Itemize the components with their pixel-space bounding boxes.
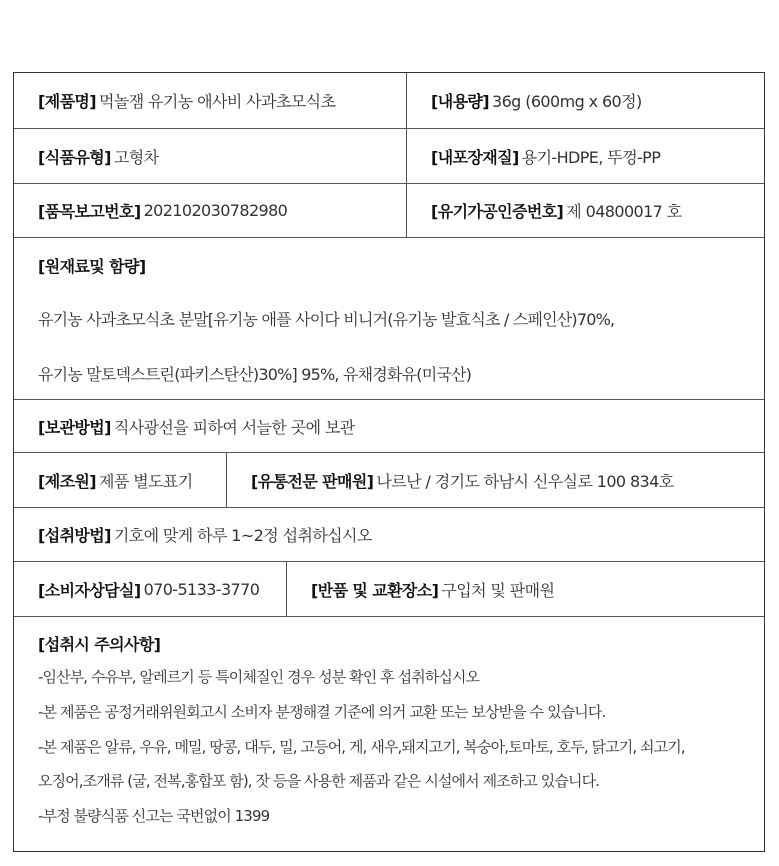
cell-packaging	[406, 129, 766, 183]
ingredients-line: 유기농 말토덱스트린(파키스탄산)30%] 95%, 유채경화유(미국산)	[38, 365, 472, 384]
caution-line: -본 제품은 알류, 우유, 메밀, 땅콩, 대두, 밀, 고등어, 게, 새우,돼지고기, 복숭아,토마토, 호두, 닭고기, 쇠고기,	[38, 738, 685, 756]
packaging-value: 용기-HDPE, 뚜껑-PP	[521, 147, 661, 167]
caution-line: -부정 불량식품 신고는 국번없이 1399	[38, 807, 270, 825]
row-report	[14, 184, 764, 238]
product-info-table	[13, 72, 765, 852]
maker-label: [제조원]	[38, 471, 96, 491]
seller-label: [유통전문 판매원]	[251, 471, 374, 491]
organic-cert-value: 제 04800017 호	[566, 202, 682, 221]
ingredients-label: [원재료및 함량]	[38, 257, 146, 276]
return-place-value: 구입처 및 판매원	[441, 580, 555, 600]
row-maker	[14, 453, 764, 508]
cell-storage	[14, 400, 766, 452]
storage-label: [보관방법]	[38, 417, 111, 437]
intake-label: [섭취방법]	[38, 526, 111, 545]
storage-value: 직사광선을 피하여 서늘한 곳에 보관	[113, 417, 355, 437]
row-storage	[14, 400, 764, 453]
cell-volume	[406, 73, 766, 128]
cell-product-name	[14, 73, 406, 128]
volume-label: [내용량]	[431, 92, 489, 111]
packaging-label: [내포장재질]	[431, 147, 519, 167]
organic-cert-label: [유기가공인증번호]	[431, 202, 564, 221]
cell-consumer-center	[14, 562, 286, 616]
food-type-value: 고형차	[113, 147, 159, 167]
food-type-label: [식품유형]	[38, 147, 111, 167]
cell-organic-cert	[406, 184, 766, 237]
product-name-value: 먹놀잼 유기농 애사비 사과초모식초	[99, 92, 336, 111]
caution-label: [섭취시 주의사항]	[38, 635, 161, 654]
report-number-value: 202102030782980	[143, 201, 288, 220]
row-intake	[14, 508, 764, 562]
cell-food-type	[14, 129, 406, 183]
report-number-label: [품목보고번호]	[38, 202, 141, 221]
row-contact	[14, 562, 764, 617]
cell-maker	[14, 453, 226, 507]
return-place-label: [반품 및 교환장소]	[311, 580, 439, 600]
intake-value: 기호에 맞게 하루 1~2정 섭취하십시오	[113, 526, 372, 545]
cell-report-number	[14, 184, 406, 237]
row-ingredients	[14, 238, 764, 400]
caution-line: 오징어,조개류 (굴, 전복,홍합포 함), 잣 등을 사용한 제품과 같은 시설에서 제조하고 있습니다.	[38, 772, 600, 790]
cell-seller	[226, 453, 766, 507]
row-caution	[14, 617, 764, 853]
cell-return-place	[286, 562, 766, 616]
maker-value: 제품 별도표기	[99, 471, 193, 491]
ingredients-line: 유기농 사과초모식초 분말[유기농 애플 사이다 비니거(유기농 발효식초 / 스페인산)70%,	[38, 310, 615, 329]
row-type	[14, 129, 764, 184]
consumer-center-label: [소비자상담실]	[38, 580, 141, 600]
caution-line: -본 제품은 공정거래위원회고시 소비자 분쟁해결 기준에 의거 교환 또는 보상받을 수 있습니다.	[38, 703, 606, 721]
volume-value: 36g (600mg x 60정)	[492, 92, 642, 111]
cell-intake	[14, 508, 766, 561]
consumer-center-value: 070-5133-3770	[143, 579, 260, 599]
caution-line: -임산부, 수유부, 알레르기 등 특이체질인 경우 성분 확인 후 섭취하십시오	[38, 668, 480, 686]
row-product	[14, 73, 764, 129]
seller-value: 나르난 / 경기도 하남시 신우실로 100 834호	[376, 471, 674, 491]
product-name-label: [제품명]	[38, 92, 96, 111]
